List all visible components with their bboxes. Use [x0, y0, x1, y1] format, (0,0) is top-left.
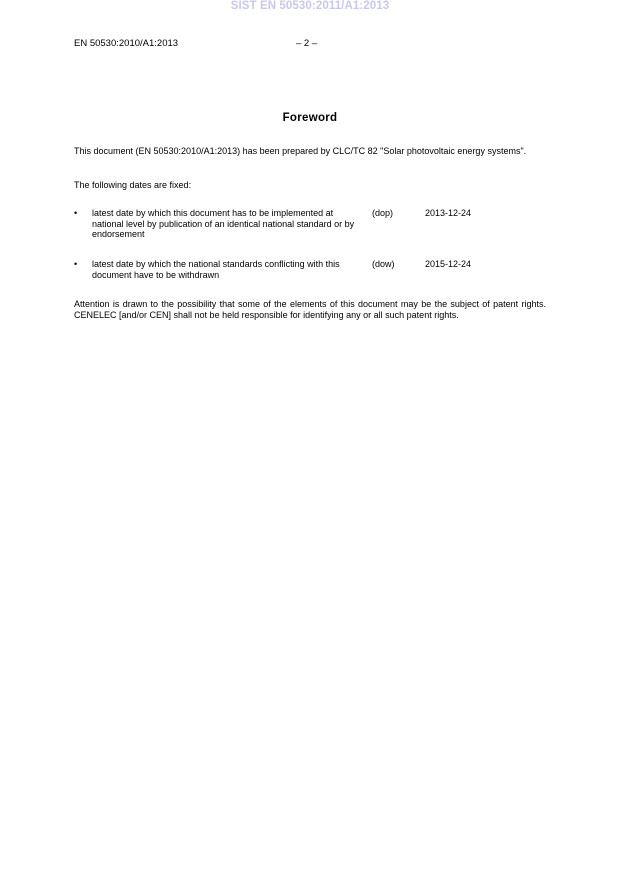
bullet-icon: •	[74, 259, 78, 269]
dates-intro-paragraph: The following dates are fixed:	[74, 180, 192, 190]
section-title: Foreword	[282, 112, 338, 124]
date-description: latest date by which the national standards conflicting with this document have to be withdrawn	[92, 259, 340, 280]
patent-notice-paragraph: Attention is drawn to the possibility that some of the elements of this document may be the subject of patent rights. CENELEC [and/or CEN] shall not be held responsible for identifying any or all such patent rights.	[74, 299, 546, 320]
date-code: (dow)	[372, 259, 395, 269]
header-page-number: – 2 –	[296, 38, 318, 49]
bullet-icon: •	[74, 208, 78, 218]
watermark-title: SIST EN 50530:2011/A1:2013	[230, 0, 390, 12]
date-description: latest date by which this document has to be implemented at national level by publication of an identical national standard or by endorsement	[92, 208, 355, 239]
date-code: (dop)	[372, 208, 394, 218]
intro-paragraph: This document (EN 50530:2010/A1:2013) has been prepared by CLC/TC 82 "Solar photovoltaic energy systems".	[74, 146, 527, 156]
date-value: 2013-12-24	[425, 208, 472, 218]
date-value: 2015-12-24	[425, 259, 472, 269]
header-document-id: EN 50530:2010/A1:2013	[74, 38, 179, 49]
